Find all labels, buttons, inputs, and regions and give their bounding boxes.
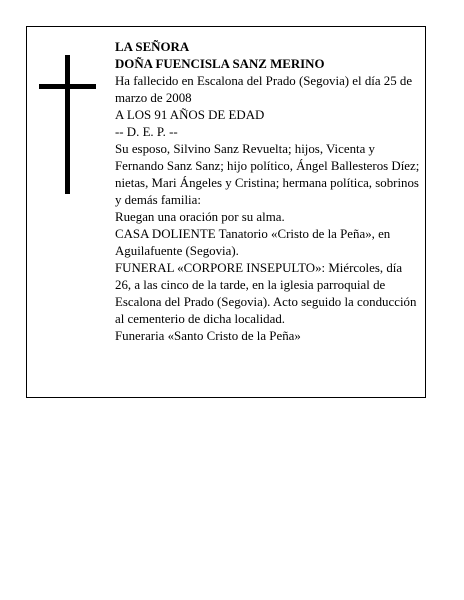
mourning-house: CASA DOLIENTE Tanatorio «Cristo de la Peña», en Aguilafuente (Segovia). [115,227,391,258]
obituary-notice [26,26,426,398]
cross-horizontal-bar [39,84,96,89]
age-line: A LOS 91 AÑOS DE EDAD [115,108,265,122]
obituary-text [115,39,420,345]
rip-line: -- D. E. P. -- [115,125,178,139]
family-list: Su esposo, Silvino Sanz Revuelta; hijos, Vicenta y Fernando Sanz Sanz; hijo político, Ángel Ballesteros Díez; nietas, Mari Ángeles y Cristina; hermana política, sobrinos y demás familia: [115,142,420,207]
prayer-request: Ruegan una oración por su alma. [115,210,285,224]
cross-vertical-bar [65,55,70,194]
obituary-heading: LA SEÑORA [115,40,190,54]
deceased-name: DOÑA FUENCISLA SANZ MERINO [115,57,325,71]
funeral-home: Funeraria «Santo Cristo de la Peña» [115,329,301,343]
funeral-details: FUNERAL «CORPORE INSEPULTO»: Miércoles, día 26, a las cinco de la tarde, en la iglesia parroquial de Escalona del Prado (Segovia). Acto seguido la conducción al cementerio de dicha localidad. [115,261,417,326]
death-notice: Ha fallecido en Escalona del Prado (Segovia) el día 25 de marzo de 2008 [115,74,413,105]
